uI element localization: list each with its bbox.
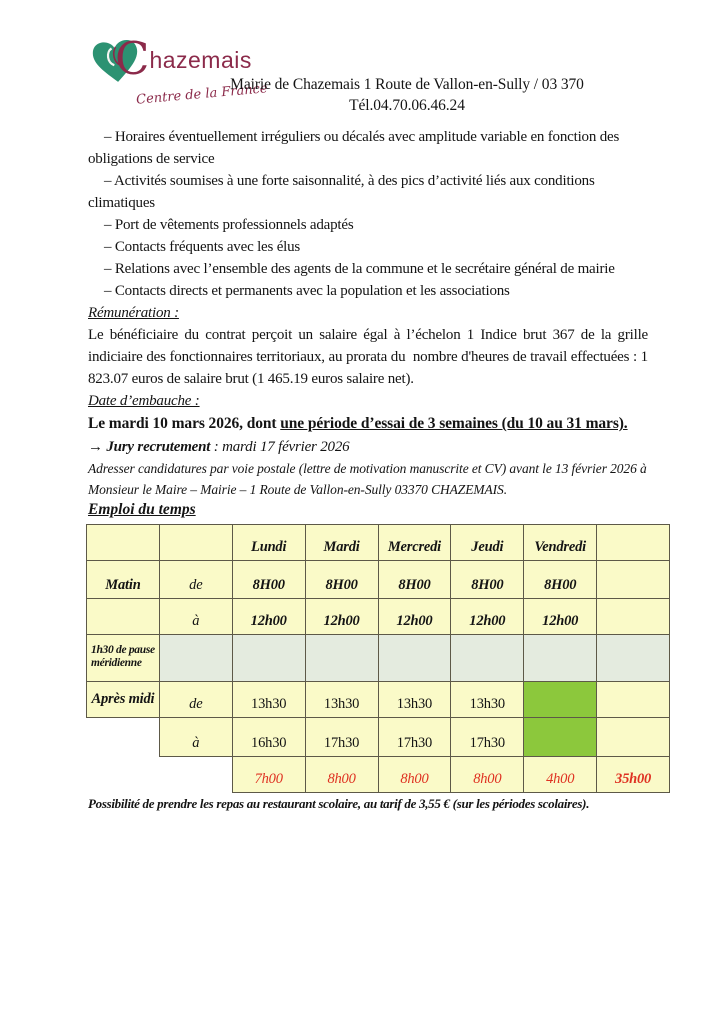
- total-cell: 4h00: [524, 757, 597, 793]
- time-cell: 8H00: [378, 561, 451, 599]
- application-note: Adresser candidatures par voie postale (lettre de motivation manuscrite et CV) avant le 13 février 2026 à Monsieur le Maire – Mairie – 1 Route de Vallon-en-Sully 03370 CHAZEMAIS.: [88, 461, 647, 497]
- time-cell: 12h00: [378, 599, 451, 635]
- day-header-cell: Mardi: [305, 525, 378, 561]
- connector-cell: à: [159, 718, 232, 757]
- day-header-cell: Mercredi: [378, 525, 451, 561]
- pause-cell: [597, 635, 670, 682]
- jury-heading: → Jury recrutement: [88, 439, 211, 455]
- address-line: Mairie de Chazemais 1 Route de Vallon-en-Sully / 03 370: [230, 76, 584, 93]
- table-row: [87, 682, 670, 718]
- time-cell: 8H00: [232, 561, 305, 599]
- bullet-item: – Activités soumises à une forte saisonnalité, à des pics d’activité liés aux conditions climatiques: [88, 173, 595, 211]
- ghost-cell: [87, 757, 160, 793]
- document-body: [88, 126, 652, 815]
- bullet-item: – Contacts fréquents avec les élus: [104, 239, 301, 255]
- row-label-cell: Après midi: [87, 682, 160, 718]
- empty-cell: [597, 525, 670, 561]
- total-cell: 7h00: [232, 757, 305, 793]
- schedule-footnote: Possibilité de prendre les repas au restaurant scolaire, au tarif de 3,55 € (sur les périodes scolaires).: [88, 796, 590, 811]
- table-row: [87, 718, 670, 757]
- empty-cell: [87, 599, 160, 635]
- highlight-cell: [524, 682, 597, 718]
- day-header-cell: Vendredi: [524, 525, 597, 561]
- time-cell: 12h00: [524, 599, 597, 635]
- schedule-heading: Emploi du temps: [88, 501, 196, 518]
- ghost-cell: [159, 757, 232, 793]
- table-row: [87, 525, 670, 561]
- pause-cell: [305, 635, 378, 682]
- time-cell: 8H00: [451, 561, 524, 599]
- empty-cell: [597, 718, 670, 757]
- row-label-cell: Matin: [87, 561, 160, 599]
- time-cell: 12h00: [451, 599, 524, 635]
- total-cell: 8h00: [378, 757, 451, 793]
- embauche-bold-text: Le mardi 10 mars 2026, dont: [88, 415, 281, 432]
- pause-cell: [451, 635, 524, 682]
- empty-cell: [159, 525, 232, 561]
- total-cell: 8h00: [451, 757, 524, 793]
- logo-name-text: hazemais: [149, 47, 252, 73]
- remuneration-paragraph: Le bénéficiaire du contrat perçoit un salaire égal à l’échelon 1 Indice brut 367 de la grille indiciaire des fonctionnaires territoriaux, au prorata du nombre d'heures de travail effectuées : 1 823.07 euros de salaire brut (1 465.19 euros salaire net).: [88, 327, 648, 387]
- time-cell: 8H00: [524, 561, 597, 599]
- pause-cell: [232, 635, 305, 682]
- table-row: [87, 599, 670, 635]
- embauche-line: [88, 412, 648, 436]
- header-address: [168, 74, 646, 116]
- embauche-heading: Date d’embauche :: [88, 393, 200, 409]
- time-cell: 8H00: [305, 561, 378, 599]
- empty-cell: [597, 561, 670, 599]
- connector-cell: de: [159, 561, 232, 599]
- pause-cell: [378, 635, 451, 682]
- schedule-table: [86, 524, 670, 793]
- pause-label-cell: 1h30 de pause méridienne: [87, 635, 160, 682]
- ghost-cell: [87, 718, 160, 757]
- time-cell: 12h00: [305, 599, 378, 635]
- remuneration-heading: Rémunération :: [88, 305, 179, 321]
- logo-tagline: Centre de la France: [135, 81, 269, 108]
- highlight-cell: [524, 718, 597, 757]
- bullet-item: – Relations avec l’ensemble des agents de la commune et le secrétaire général de mairie: [104, 261, 615, 277]
- bullet-item: – Port de vêtements professionnels adaptés: [104, 217, 354, 233]
- time-cell: 16h30: [232, 718, 305, 757]
- connector-cell: à: [159, 599, 232, 635]
- time-cell: 12h00: [232, 599, 305, 635]
- pause-cell: [159, 635, 232, 682]
- grand-total-cell: 35h00: [597, 757, 670, 793]
- time-cell: 13h30: [451, 682, 524, 718]
- empty-cell: [597, 682, 670, 718]
- jury-date: : mardi 17 février 2026: [210, 439, 350, 455]
- table-row: [87, 635, 670, 682]
- jury-line: [88, 436, 648, 458]
- pause-cell: [524, 635, 597, 682]
- day-header-cell: Lundi: [232, 525, 305, 561]
- logo-initial: C: [115, 32, 150, 85]
- day-header-cell: Jeudi: [451, 525, 524, 561]
- empty-cell: [87, 525, 160, 561]
- table-row: [87, 561, 670, 599]
- time-cell: 17h30: [378, 718, 451, 757]
- time-cell: 13h30: [305, 682, 378, 718]
- time-cell: 13h30: [232, 682, 305, 718]
- embauche-underlined-text: une période d’essai de 3 semaines (du 10 au 31 mars).: [280, 415, 628, 432]
- total-cell: 8h00: [305, 757, 378, 793]
- time-cell: 13h30: [378, 682, 451, 718]
- time-cell: 17h30: [305, 718, 378, 757]
- table-row: [87, 757, 670, 793]
- empty-cell: [597, 599, 670, 635]
- bullet-item: – Contacts directs et permanents avec la population et les associations: [104, 283, 510, 299]
- phone-line: Tél.04.70.06.46.24: [349, 97, 465, 114]
- time-cell: 17h30: [451, 718, 524, 757]
- bullet-item: – Horaires éventuellement irréguliers ou décalés avec amplitude variable en fonction des obligations de service: [88, 129, 620, 167]
- connector-cell: de: [159, 682, 232, 718]
